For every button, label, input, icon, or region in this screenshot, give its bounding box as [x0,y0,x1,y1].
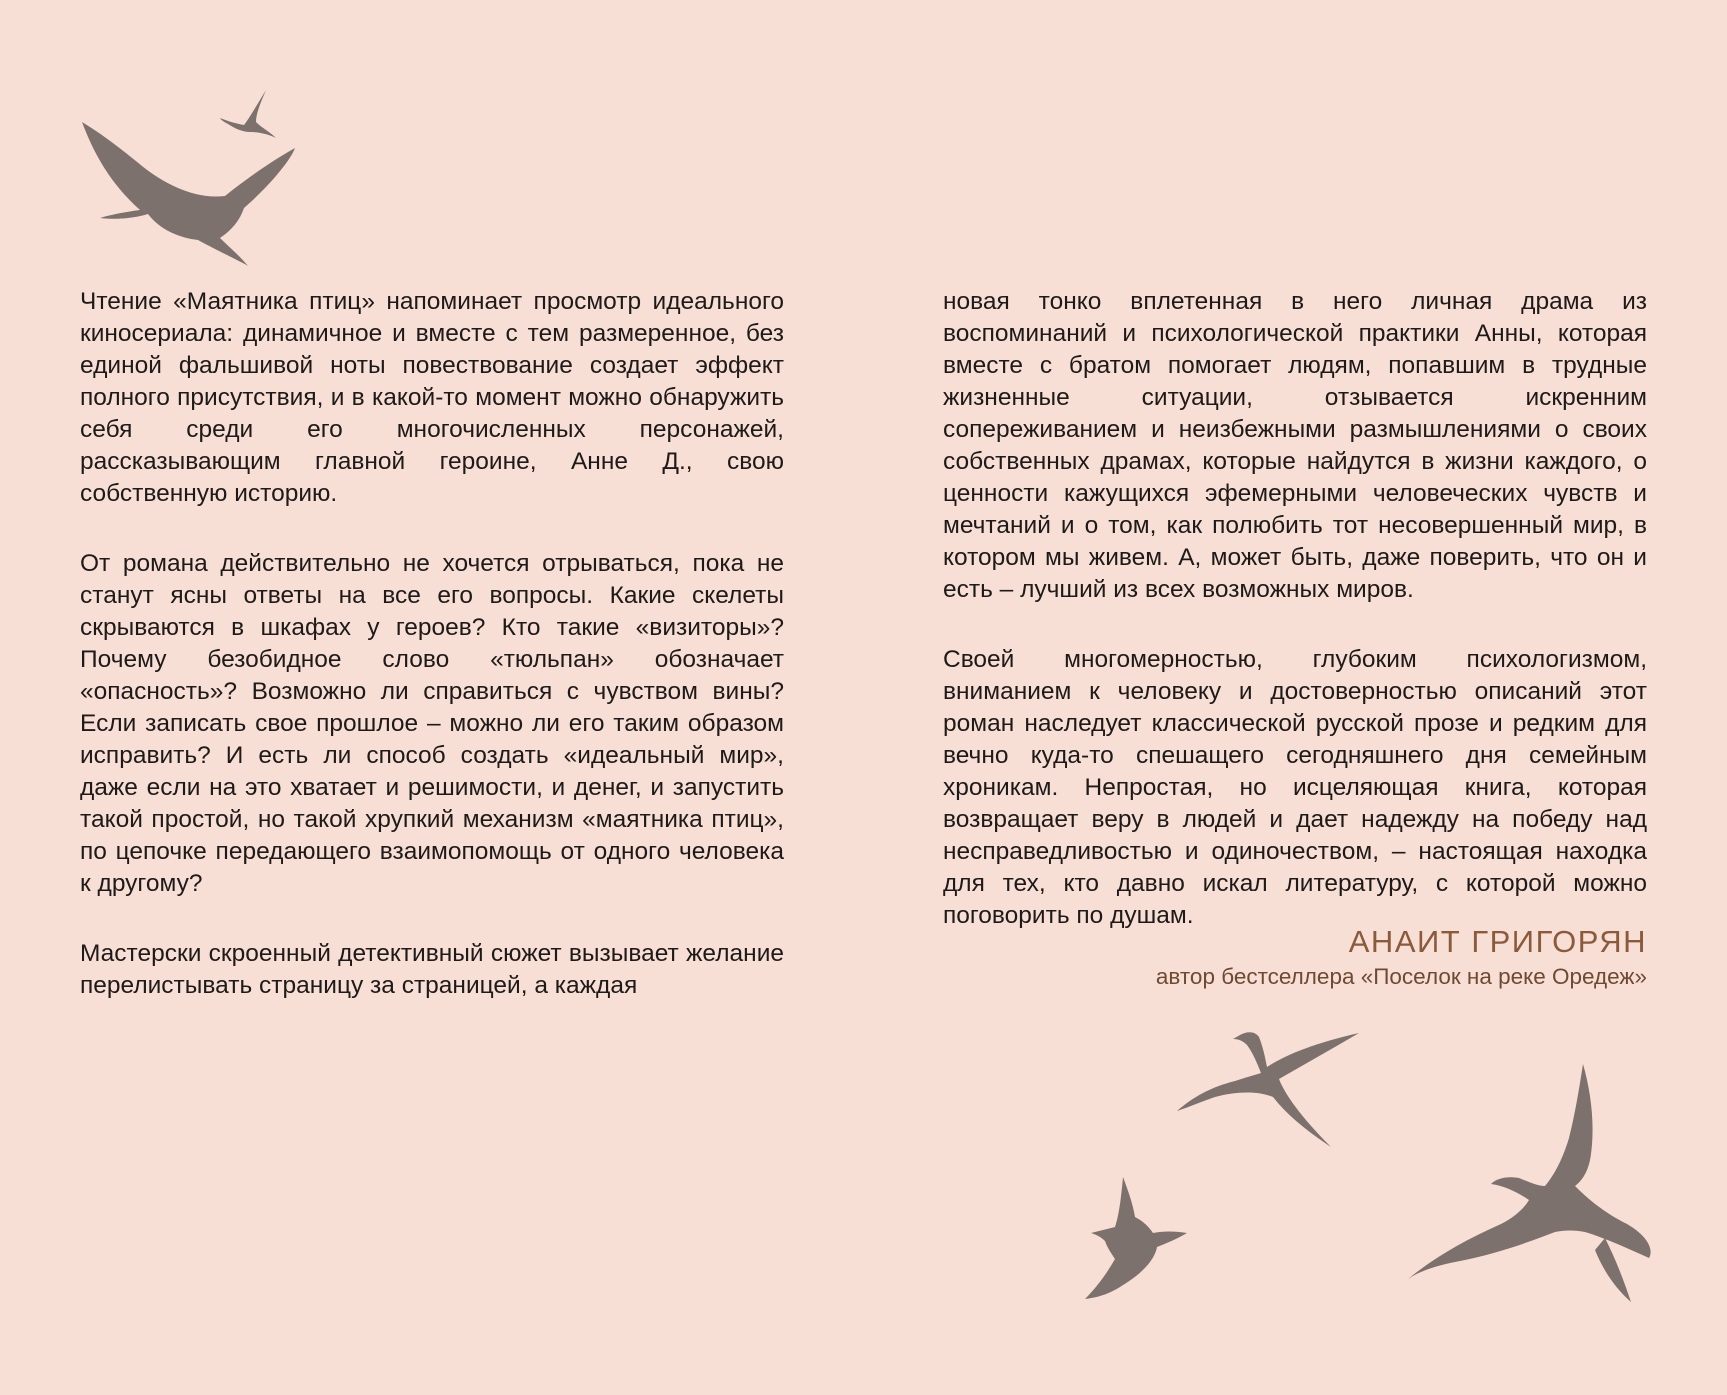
paragraph: новая тонко вплетенная в него личная драма из воспоминаний и психологической практики Анны, которая вместе с братом помогает людям, попавшим в трудные жизненные ситуации, отзывается искренним сопереживанием и неизбежными размышлениями о своих собственных драмах, которые найдутся в жизни каждого, о ценности кажущихся эфемерными человеческих чувств и мечтаний и о том, как полюбить тот несовершенный мир, в котором мы живем. А, может быть, даже поверить, что он и есть – лучший из всех возможных миров. [943,288,1647,603]
paragraph: От романа действительно не хочется отрываться, пока не станут ясны ответы на все его вопросы. Какие скелеты скрываются в шкафах у героев? Кто такие «визиторы»? Почему безобидное слово «тюльпан» обозначает «опасность»? Возможно ли справиться с чувством вины? Если записать свое прошлое – можно ли его таким образом исправить? И есть ли способ создать «идеальный мир», даже если на это хватает и решимости, и денег, и запустить такой простой, но такой хрупкий механизм «маятника птиц», по цепочке передающего взаимопомощь от одного человека к другому? [80,550,784,897]
right-text-column [943,286,1647,970]
author-description: автор бестселлера «Поселок на реке Оредеж» [1155,964,1647,989]
bird-illustration-icon [1175,1015,1365,1150]
left-text-column [80,286,784,1040]
paragraph: Чтение «Маятника птиц» напоминает просмотр идеального киносериала: динамичное и вместе с тем размеренное, без единой фальшивой ноты повествование создает эффект полного присутствия, и в какой-то момент можно обнаружить себя среди его многочисленных персонажей, рассказывающим главной героине, Анне Д., свою собственную историю. [80,288,784,507]
bird-illustration-icon [1405,1062,1655,1312]
paragraph: Мастерски скроенный детективный сюжет вызывает желание перелистывать страницу за страницей, а каждая [80,940,784,999]
bird-illustration-icon [1083,1175,1193,1300]
author-name: АНАИТ ГРИГОРЯН [1348,924,1647,959]
bird-illustration-icon [80,70,310,270]
author-attribution [1156,922,1647,992]
paragraph: Своей многомерностью, глубоким психологизмом, вниманием к человеку и достоверностью описаний этот роман наследует классической русской прозе и редким для вечно куда-то спешащего сегодняшнего дня семейным хроникам. Непростая, но исцеляющая книга, которая возвращает веру в людей и дает надежду на победу над несправедливостью и одиночеством, – настоящая находка для тех, кто давно искал литературу, с которой можно поговорить по душам. [943,646,1647,929]
